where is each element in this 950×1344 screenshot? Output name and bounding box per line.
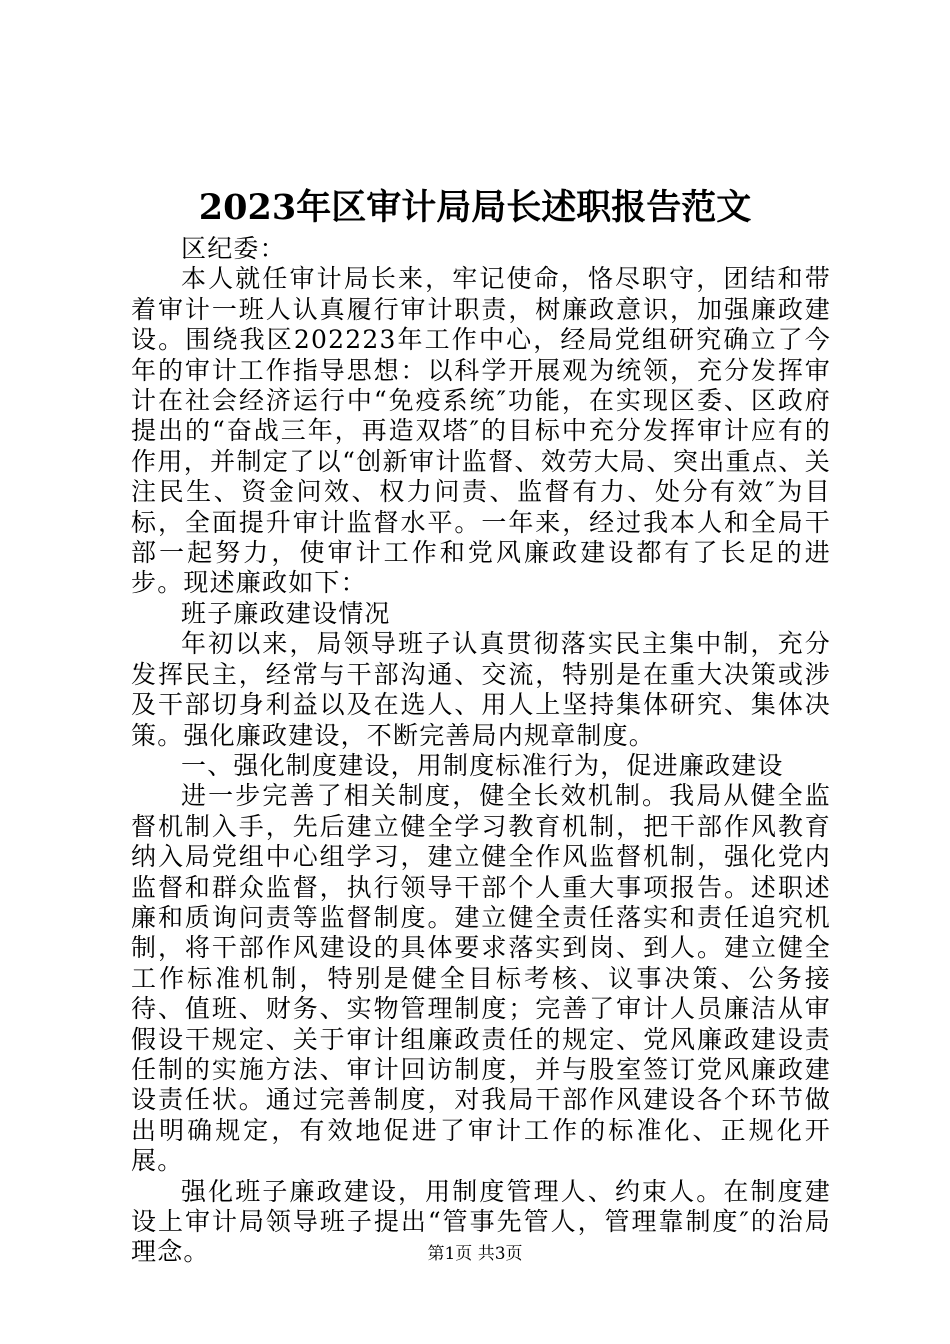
intro-paragraph: 本人就任审计局长来，牢记使命，恪尽职守，团结和带着审计一班人认真履行审计职责，树廉政意识，加强廉政建设。围绕我区202223年工作中心，经局党组研究确立了今年的审计工作指导思想：以科学开展观为统领，充分发挥审计在社会经济运行中“免疫系统″功能，在实现区委、区政府提出的“奋战三年，再造双塔″的目标中充分发挥审计应有的作用，并制定了以“创新审计监督、效劳大局、突出重点、关注民生、资金问效、权力问责、监督有力、处分有效″为目标，全面提升审计监督水平。一年来，经过我本人和全局干部一起努力，使审计工作和党风廉政建设都有了长足的进步。现述廉政如下： xyxy=(131,264,831,598)
section-heading: 一、强化制度建设，用制度标准行为，促进廉政建设 xyxy=(181,750,784,780)
document-body xyxy=(131,234,831,1268)
body-paragraph: 年初以来，局领导班子认真贯彻落实民主集中制，充分发挥民主，经常与干部沟通、交流，特别是在重大决策或涉及干部切身利益以及在选人、用人上坚持集体研究、集体决策。强化廉政建设，不断完善局内规章制度。 xyxy=(131,629,831,750)
section-heading: 班子廉政建设情况 xyxy=(181,598,391,628)
body-paragraph: 进一步完善了相关制度，健全长效机制。我局从健全监督机制入手，先后建立健全学习教育机制，把干部作风教育纳入局党组中心组学习，建立健全作风监督机制，强化党内监督和群众监督，执行领导干部个人重大事项报告。述职述廉和质询问责等监督制度。建立健全责任落实和责任追究机制，将干部作风建设的具体要求落实到岗、到人。建立健全工作标准机制，特别是健全目标考核、议事决策、公务接待、值班、财务、实物管理制度；完善了审计人员廉洁从审假设干规定、关于审计组廉政责任的规定、党风廉政建设责任制的实施方法、审计回访制度，并与股室签订党风廉政建设责任状。通过完善制度，对我局干部作风建设各个环节做出明确规定，有效地促进了审计工作的标准化、正规化开展。 xyxy=(131,781,831,1176)
page-number: 第1页 共3页 xyxy=(427,1244,523,1264)
salutation: 区纪委： xyxy=(181,234,286,263)
page-title: 2023年区审计局局长述职报告范文 xyxy=(198,187,752,228)
body-paragraph: 强化班子廉政建设，用制度管理人、约束人。在制度建设上审计局领导班子提出“管事先管人，管理靠制度″的治局理念。 xyxy=(131,1176,831,1267)
